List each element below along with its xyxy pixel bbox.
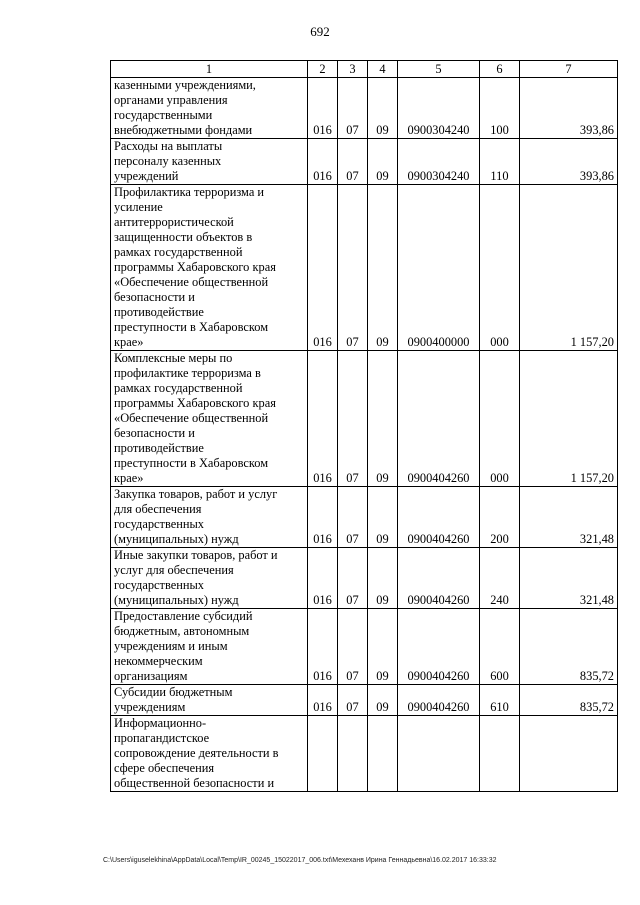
header-col-5: 5 [398,61,480,78]
description-line: (муниципальных) нужд [114,593,239,607]
ministry-code: 016 [308,78,338,139]
description-line: органами управления [114,93,228,107]
target-article-code: 0900404260 [398,685,480,716]
ministry-code [308,716,338,792]
row-description [111,139,308,185]
expense-type-code: 200 [480,487,520,548]
row-description [111,685,308,716]
description-line: для обеспечения [114,502,202,516]
description-line: «Обеспечение общественной [114,275,269,289]
section-code: 07 [338,609,368,685]
target-article-code [398,716,480,792]
ministry-code: 016 [308,139,338,185]
table-row [111,78,618,139]
target-article-code: 0900404260 [398,487,480,548]
description-line: «Обеспечение общественной [114,411,269,425]
description-line: пропагандистское [114,731,210,745]
description-line: услуг для обеспечения [114,563,234,577]
row-description [111,351,308,487]
description-line: антитеррористической [114,215,234,229]
header-col-3: 3 [338,61,368,78]
description-line: рамках государственной [114,245,243,259]
ministry-code: 016 [308,487,338,548]
section-code: 07 [338,685,368,716]
amount: 835,72 [520,685,618,716]
description-line: сопровождение деятельности в [114,746,279,760]
subsection-code [368,716,398,792]
description-line: государственных [114,517,205,531]
row-description [111,487,308,548]
subsection-code: 09 [368,609,398,685]
description-line: организациям [114,669,188,683]
subsection-code: 09 [368,548,398,609]
header-col-2: 2 [308,61,338,78]
section-code: 07 [338,139,368,185]
description-line: учреждениям и иным [114,639,228,653]
description-line: защищенности объектов в [114,230,253,244]
ministry-code: 016 [308,548,338,609]
table-row [111,487,618,548]
amount: 393,86 [520,139,618,185]
row-description [111,609,308,685]
description-line: усиление [114,200,163,214]
description-line: безопасности и [114,290,195,304]
amount [520,716,618,792]
description-line: крае» [114,335,144,349]
amount: 835,72 [520,609,618,685]
description-line: Комплексные меры по [114,351,233,365]
description-line: Субсидии бюджетным [114,685,233,699]
description-line: (муниципальных) нужд [114,532,239,546]
description-line: рамках государственной [114,381,243,395]
row-description [111,548,308,609]
description-line: Предоставление субсидий [114,609,253,623]
expense-type-code [480,716,520,792]
header-col-7: 7 [520,61,618,78]
description-line: некоммерческим [114,654,203,668]
description-line: Расходы на выплаты [114,139,223,153]
description-line: безопасности и [114,426,195,440]
expense-type-code: 000 [480,185,520,351]
description-line: противодействие [114,441,204,455]
file-path-footer: C:\Users\iguselekhina\AppData\Local\Temp\IR_00245_15022017_006.txt\Мехеханв Ирина Геннадьевна\16.02.2017 16:33:32 [103,857,497,864]
amount: 1 157,20 [520,185,618,351]
ministry-code: 016 [308,185,338,351]
ministry-code: 016 [308,609,338,685]
section-code: 07 [338,78,368,139]
table-row [111,609,618,685]
table-row [111,139,618,185]
description-line: преступности в Хабаровском [114,456,269,470]
target-article-code: 0900404260 [398,548,480,609]
section-code: 07 [338,487,368,548]
row-description [111,78,308,139]
expense-type-code: 600 [480,609,520,685]
expense-type-code: 110 [480,139,520,185]
description-line: государственными [114,108,213,122]
description-line: сфере обеспечения [114,761,215,775]
description-line: Информационно- [114,716,207,730]
subsection-code: 09 [368,185,398,351]
table-row [111,351,618,487]
row-description [111,185,308,351]
ministry-code: 016 [308,351,338,487]
subsection-code: 09 [368,78,398,139]
amount: 321,48 [520,487,618,548]
description-line: персоналу казенных [114,154,222,168]
table-row [111,185,618,351]
expense-type-code: 000 [480,351,520,487]
table-row [111,716,618,792]
page-number: 692 [310,24,330,39]
section-code: 07 [338,185,368,351]
description-line: бюджетным, автономным [114,624,250,638]
description-line: учреждений [114,169,179,183]
section-code: 07 [338,548,368,609]
description-line: общественной безопасности и [114,776,275,790]
table-body [111,78,618,792]
header-col-1: 1 [111,61,308,78]
ministry-code: 016 [308,685,338,716]
target-article-code: 0900404260 [398,609,480,685]
description-line: внебюджетными фондами [114,123,253,137]
subsection-code: 09 [368,685,398,716]
expense-type-code: 240 [480,548,520,609]
section-code: 07 [338,351,368,487]
table-row [111,548,618,609]
table-header-row [111,61,618,78]
description-line: Профилактика терроризма и [114,185,265,199]
budget-table [110,60,618,792]
amount: 321,48 [520,548,618,609]
amount: 1 157,20 [520,351,618,487]
description-line: Иные закупки товаров, работ и [114,548,278,562]
subsection-code: 09 [368,139,398,185]
description-line: учреждениям [114,700,186,714]
description-line: программы Хабаровского края [114,260,276,274]
description-line: противодействие [114,305,204,319]
section-code [338,716,368,792]
target-article-code: 0900304240 [398,139,480,185]
subsection-code: 09 [368,351,398,487]
table-row [111,685,618,716]
header-col-4: 4 [368,61,398,78]
target-article-code: 0900400000 [398,185,480,351]
description-line: государственных [114,578,205,592]
expense-type-code: 610 [480,685,520,716]
description-line: крае» [114,471,144,485]
description-line: профилактике терроризма в [114,366,261,380]
description-line: казенными учреждениями, [114,78,256,92]
row-description [111,716,308,792]
amount: 393,86 [520,78,618,139]
description-line: Закупка товаров, работ и услуг [114,487,278,501]
subsection-code: 09 [368,487,398,548]
expense-type-code: 100 [480,78,520,139]
description-line: программы Хабаровского края [114,396,276,410]
description-line: преступности в Хабаровском [114,320,269,334]
header-col-6: 6 [480,61,520,78]
target-article-code: 0900304240 [398,78,480,139]
target-article-code: 0900404260 [398,351,480,487]
